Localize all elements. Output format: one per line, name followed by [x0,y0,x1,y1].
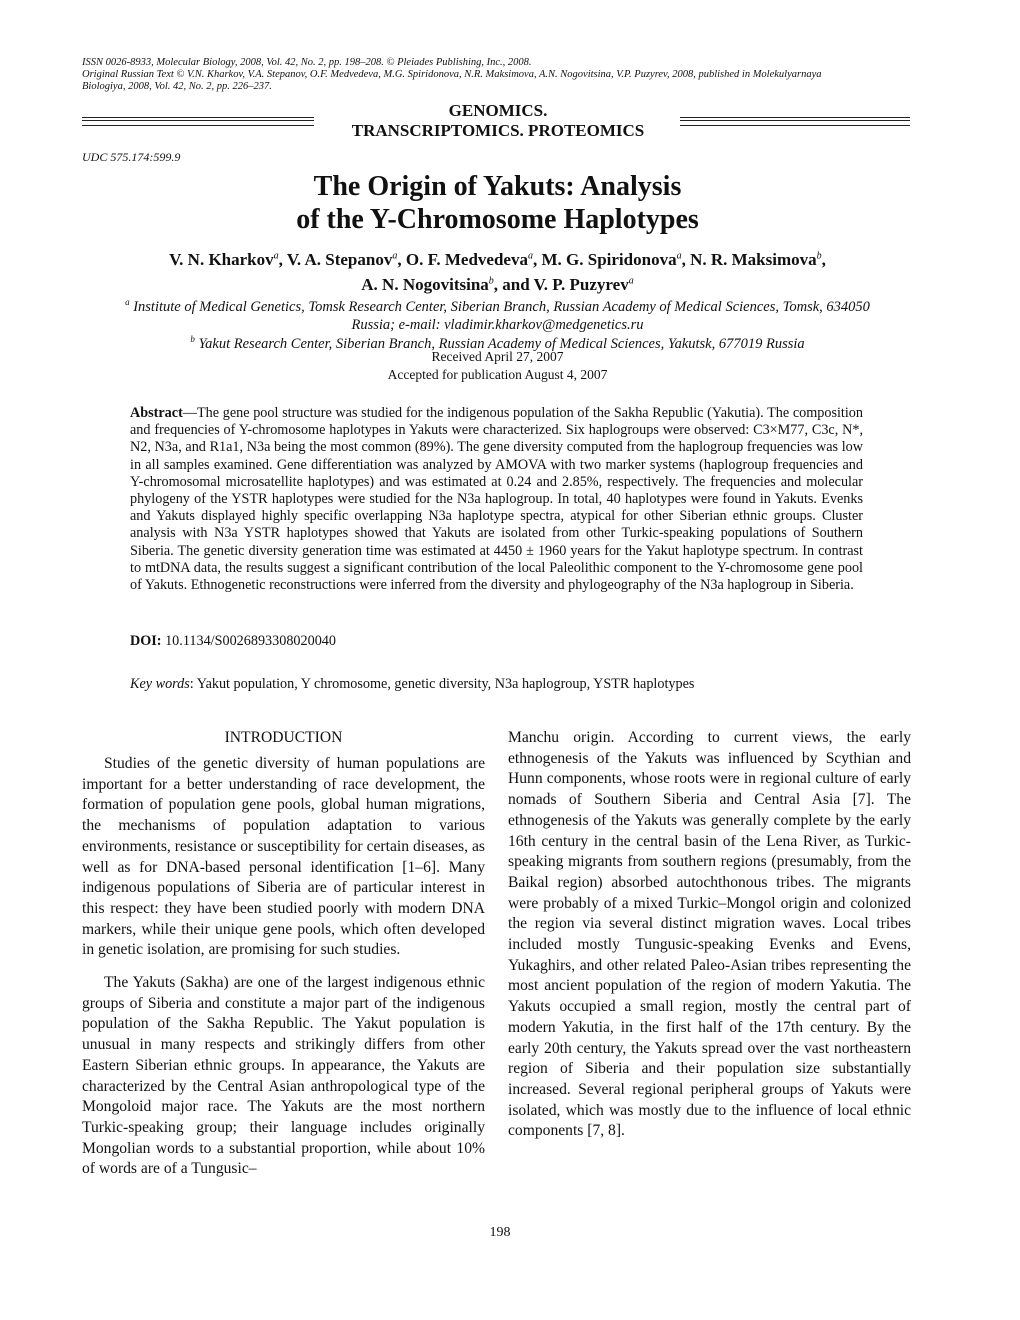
author: A. N. Nogovitsina$^b$, and [361,275,534,295]
affiliation-a: $^a$ Institute of Medical Genetics, Tomsk Research Center, Siberian Branch, Russian Academy of Medical Sciences, Tomsk, 634050 Russia; e-mail: vladimir.kharkov@medgenetics.ru [125,297,870,333]
introduction-heading: INTRODUCTION [224,729,343,746]
author: V. N. Kharkov$^a$, [169,249,287,269]
udc-code: UDC 575.174:599.9 [82,150,181,164]
body-column-right [508,728,911,1154]
section-heading: GENOMICS. TRANSCRIPTOMICS. PROTEOMICS [351,101,645,140]
paragraph: Studies of the genetic diversity of human populations are important for a better understanding of race development, the formation of population gene pools, global human migrations, the mechanisms of population adaptation to various environments, resistance or susceptibility for certain diseases, as well as for DNA-based personal identification [1–6]. Many indigenous populations of Siberia are of particular interest in this respect: they have been studied poorly with modern DNA markers, while their unique gene pools, which often developed in genetic isolation, are promising for such studies. [82,755,485,959]
affiliation-b: $^b$ Yakut Research Center, Siberian Branch, Russian Academy of Medical Sciences, Yakutsk, 677019 Russia [190,334,805,352]
keywords [130,676,863,693]
abstract-label: Abstract [130,405,183,421]
author: V. P. Puzyrev$^a$ [533,275,634,295]
doi-label: DOI: [130,633,162,649]
title-line-2: of the Y-Chromosome Haplotypes [296,204,699,235]
header-line-3: Biologiya, 2008, Vol. 42, No. 2, pp. 226–237. [82,81,272,92]
header-line-2: Original Russian Text © V.N. Kharkov, V.A. Stepanov, O.F. Medvedeva, M.G. Spiridonova, N.R. Maksimova, A.N. Nogovitsina, V.P. Puzyrev, 2008, published in Molekulyarnaya [82,69,822,80]
doi [130,633,336,650]
section-rule-left [82,117,314,126]
author: N. R. Maksimova$^b$, [690,249,826,269]
author: V. A. Stepanov$^a$, [286,249,406,269]
abstract-text: —The gene pool structure was studied for the indigenous population of the Sakha Republic (Yakutia). The composition and frequencies of Y-chromosome haplotypes in Yakuts were characterized. Six haplogroups were observed: C3×M77, C3c, N*, N2, N3a, and R1a1, N3a being the most common (89%). The gene diversity computed from the haplogroup frequencies was low in all samples examined. Gene differentiation was analyzed by AMOVA with two marker systems (haplogroup frequencies and Y-chromosomal microsatellite haplotypes) and was estimated at 0.24 and 2.85%, respectively. The frequencies and molecular phylogeny of the YSTR haplotypes were studied for the N3a haplogroup. In total, 40 haplotypes were found in Yakuts. Evenks and Yakuts displayed highly specific overlapping N3a haplotype spectra, atypical for other Siberian ethnic groups. Cluster analysis with N3a YSTR haplotypes showed that Yakuts are isolated from other Turkic-speaking populations of Southern Siberia. The genetic diversity generation time was estimated at 4450 ± 1960 years for the Yakut haplotype spectrum. In contrast to mtDNA data, the results suggest a significant contribution of the local Paleolithic component to the Y-chromosome gene pool of Yakuts. Ethnogenetic reconstructions were inferred from the diversity and phylogeography of the N3a haplogroup in Siberia. [130,405,863,594]
dates [200,348,795,384]
accepted-date: Accepted for publication August 4, 2007 [387,367,608,382]
abstract [130,405,863,594]
author: M. G. Spiridonova$^a$, [541,249,691,269]
author-list [90,245,905,296]
received-date: Received April 27, 2007 [431,349,564,364]
article-title [100,170,895,236]
title-line-1: The Origin of Yakuts: Analysis [313,171,682,202]
paragraph: The Yakuts (Sakha) are one of the largest indigenous ethnic groups of Siberia and constitute a major part of the indigenous population of the Sakha Republic. The Yakut population is unusual in many respects and strikingly differs from other Eastern Siberian ethnic groups. In appearance, the Yakuts are characterized by the Central Asian anthropological type of the Mongoloid major race. The Yakuts are the most northern Turkic-speaking group; their language includes originally Mongolian words to a substantial proportion, while about 10% of words are of a Tungusic– [82,974,485,1178]
header-line-1: ISSN 0026-8933, Molecular Biology, 2008, Vol. 42, No. 2, pp. 198–208. © Pleiades Publishing, Inc., 2008. [82,57,532,68]
body-column-left [82,728,485,1192]
keywords-text: : Yakut population, Y chromosome, genetic diversity, N3a haplogroup, YSTR haplotypes [189,676,695,692]
author: O. F. Medvedeva$^a$, [405,249,542,269]
doi-link[interactable]: 10.1134/S0026893308020040 [165,633,336,649]
keywords-label: Key words [130,676,190,692]
page-number: 198 [489,1225,511,1240]
paragraph: Manchu origin. According to current views, the early ethnogenesis of the Yakuts was influenced by Scythian and Hunn components, whose roots were in regional culture of early nomads of Southern Siberia and Central Asia [7]. The ethnogenesis of the Yakuts was generally complete by the early 16th century in the central basin of the Lena River, as Turkic-speaking migrants from southern regions (presumably, from the Baikal region) absorbed autochthonous tribes. The migrants were probably of a mixed Turkic–Mongol origin and colonized the region via several distinct migration waves. Local tribes included mostly Tungusic-speaking Evenks and Evens, Yukaghirs, and other related Paleo-Asian tribes representing the most ancient population of the region of modern Yakutia. The Yakuts occupied a small region, mostly the central part of modern Yakutia, in the first half of the 17th century. By the early 20th century, the Yakuts spread over the vast northeastern region of Siberia and their population size substantially increased. Several regional peripheral groups of Yakuts were isolated, which was mostly due to the influence of local ethnic components [7, 8]. [508,729,911,1140]
running-header [82,57,912,93]
section-rule-right [680,117,910,126]
